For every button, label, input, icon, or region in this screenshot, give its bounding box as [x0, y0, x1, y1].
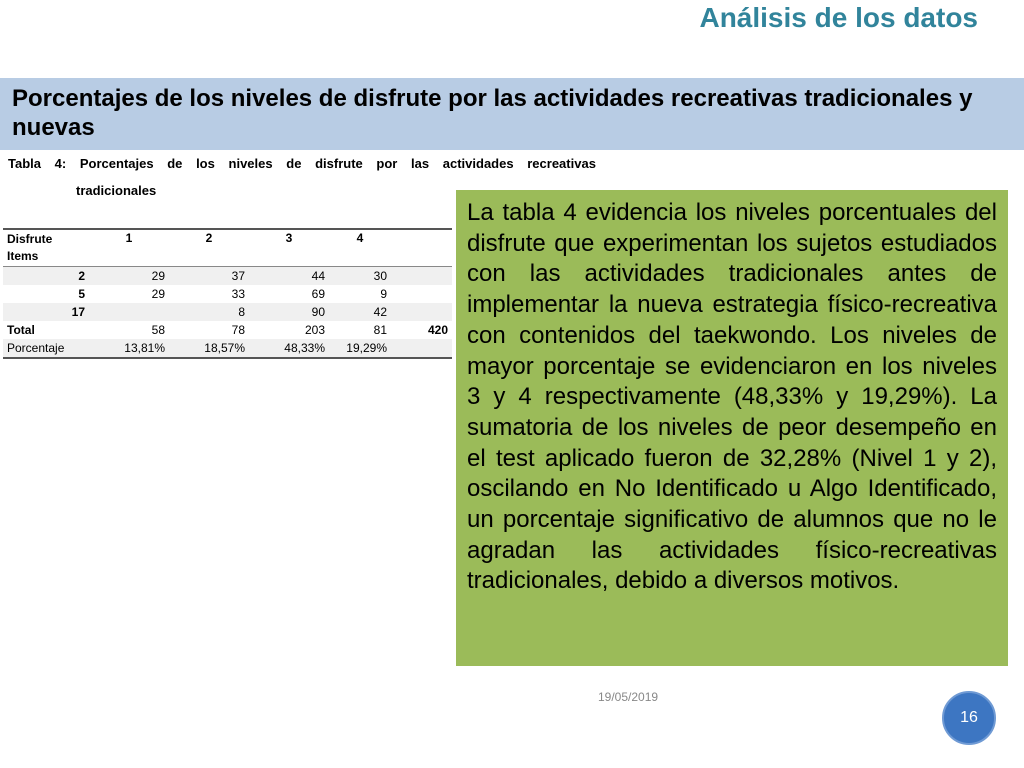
- cell: 8: [169, 303, 249, 321]
- caption-word: disfrute: [315, 156, 363, 171]
- percent-cell: 48,33%: [249, 339, 329, 358]
- cell: 30: [329, 267, 391, 286]
- table-row: [3, 285, 452, 303]
- cell: [89, 303, 169, 321]
- caption-word: de: [286, 156, 302, 171]
- total-cell: 203: [304, 323, 325, 337]
- footer-date: 19/05/2019: [598, 690, 659, 704]
- header-col: 2: [169, 229, 249, 267]
- table-row: [3, 303, 452, 321]
- cell: 44: [249, 267, 329, 286]
- slide-title: Análisis de los datos: [699, 2, 978, 33]
- caption-word: actividades: [442, 156, 514, 171]
- section-banner: Porcentajes de los niveles de disfrute por las actividades recreativas tradicionales y nuevas: [0, 78, 1024, 150]
- cell: 37: [169, 267, 249, 286]
- total-cell: 58: [151, 323, 165, 337]
- table-header-row: [3, 229, 452, 267]
- cell: 33: [231, 287, 245, 301]
- cell: 29: [89, 267, 169, 286]
- total-cell: 78: [231, 323, 245, 337]
- grand-total: 420: [427, 323, 448, 337]
- caption-word: los: [196, 156, 215, 171]
- data-table: [3, 228, 452, 359]
- cell: 69: [311, 287, 325, 301]
- header-col: 4: [329, 229, 391, 267]
- caption-word: Porcentajes: [79, 156, 154, 171]
- analysis-textbox: La tabla 4 evidencia los niveles porcentuales del disfrute que experimentan los sujetos estudiados con las actividades tradicionales antes de implementar la nueva estrategia físico-recreativa con contenidos del taekwondo. Los niveles de mayor porcentaje se evidenciaron en los niveles 3 y 4 respectivamente (48,33% y 19,29%). La sumatoria de los niveles de peor desempeño en el test aplicado fueron de 32,28% (Nivel 1 y 2), oscilando en No Identificado u Algo Identificado, un porcentaje significativo de alumnos que no le agradan las actividades físico-recreativas tradicionales, debido a diversos motivos.: [456, 190, 1008, 666]
- cell: 9: [380, 287, 387, 301]
- percent-cell: 19,29%: [329, 339, 391, 358]
- header-label-disfrute: Disfrute: [7, 232, 53, 246]
- caption-word: las: [411, 156, 430, 171]
- header-label: [3, 229, 89, 267]
- row-item: 17: [3, 303, 89, 321]
- caption-line-2: tradicionales: [76, 183, 157, 198]
- row-item: 5: [78, 287, 85, 301]
- page-number-badge: 16: [942, 691, 996, 745]
- caption-word: de: [167, 156, 183, 171]
- percent-label: Porcentaje: [3, 339, 89, 358]
- caption-word: 4:: [54, 156, 67, 171]
- cell: 29: [151, 287, 165, 301]
- header-col: 3: [249, 229, 329, 267]
- percent-cell: 18,57%: [169, 339, 249, 358]
- cell: 90: [249, 303, 329, 321]
- caption-line-1: [8, 150, 596, 177]
- row-item: 2: [3, 267, 89, 286]
- table-total-row: [3, 321, 452, 339]
- total-cell: 81: [373, 323, 387, 337]
- cell-empty: [391, 303, 452, 321]
- caption-word: recreativas: [527, 156, 596, 171]
- header-col: 1: [89, 229, 169, 267]
- cell-empty: [391, 267, 452, 286]
- caption-word: niveles: [228, 156, 273, 171]
- cell-empty: [391, 339, 452, 358]
- table-percent-row: [3, 339, 452, 358]
- cell: 42: [329, 303, 391, 321]
- total-label: Total: [7, 323, 35, 337]
- table-row: [3, 267, 452, 286]
- cell-empty: [391, 285, 452, 303]
- caption-word: Tabla: [8, 156, 41, 171]
- percent-cell: 13,81%: [89, 339, 169, 358]
- caption-word: por: [376, 156, 398, 171]
- header-empty: [391, 229, 452, 267]
- header-label-items: Items: [7, 249, 39, 263]
